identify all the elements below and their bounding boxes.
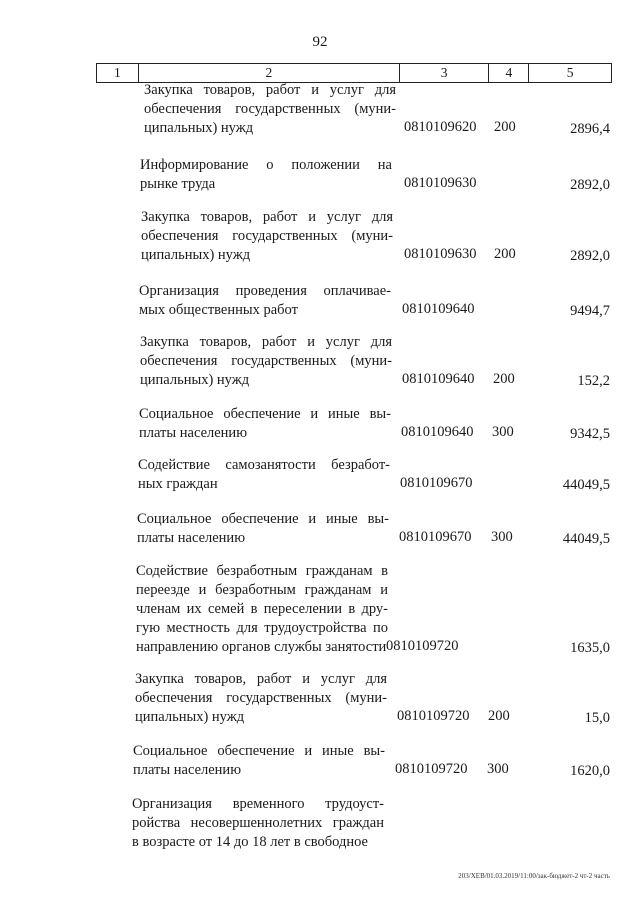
description-line: рынке труда [140,176,216,192]
row-expense-type: 200 [488,708,510,724]
page-number: 92 [312,34,328,50]
row-code: 0810109630 [404,246,477,262]
description-line: ципальных) нужд [135,709,245,725]
row-amount: 2892,0 [570,248,610,264]
row-amount: 44049,5 [562,531,610,547]
row-amount: 44049,5 [562,477,610,493]
description-line: гую местность для трудоустройства по [136,620,388,636]
row-description [140,156,392,194]
description-line: платы населению [137,530,246,546]
description-line: Организация проведения оплачивае- [139,283,391,299]
row-expense-type: 200 [493,371,515,387]
row-description [139,282,391,320]
description-line: обеспечения государственных (муни- [141,228,393,244]
row-code: 0810109720 [395,761,468,777]
row-description [144,81,396,138]
description-line: в возрасте от 14 до 18 лет в свободное [132,834,368,850]
description-line: Закупка товаров, работ и услуг для [144,82,396,98]
description-line: Социальное обеспечение и иные вы- [137,511,389,527]
row-amount: 9494,7 [570,303,610,319]
row-code: 0810109640 [401,424,474,440]
footer-stamp: 203/ХЕВ/01.03.2019/11:00/зак-бюджет-2 чт-2 часть [458,872,610,880]
row-description [135,670,387,727]
row-code: 0810109630 [404,175,477,191]
header-col-2: 2 [139,64,400,82]
row-expense-type: 300 [492,424,514,440]
header-col-3: 3 [400,64,490,82]
description-line: ципальных) нужд [144,120,254,136]
table-header [96,63,612,83]
description-line: Социальное обеспечение и иные вы- [139,406,391,422]
row-code: 0810109670 [399,529,472,545]
description-line: переезде и безработным гражданам и [136,582,388,598]
row-description [138,456,390,494]
description-line: обеспечения государственных (муни- [140,353,392,369]
row-expense-type: 200 [494,246,516,262]
description-line: Содействие безработным гражданам в [136,563,388,579]
description-line: Социальное обеспечение и иные вы- [133,743,385,759]
description-line: Закупка товаров, работ и услуг для [140,334,392,350]
description-line: Содействие самозанятости безработ- [138,457,390,473]
description-line: направлению органов службы занятости [136,639,387,655]
row-code: 0810109620 [404,119,477,135]
row-amount: 1620,0 [570,763,610,779]
row-amount: 152,2 [577,373,610,389]
description-line: ципальных) нужд [140,372,250,388]
row-amount: 15,0 [584,710,610,726]
description-line: мых общественных работ [139,302,298,318]
row-description [140,333,392,390]
description-line: ных граждан [138,476,218,492]
description-line: платы населению [139,425,248,441]
row-code: 0810109640 [402,371,475,387]
row-code: 0810109640 [402,301,475,317]
description-line: платы населению [133,762,242,778]
description-line: обеспечения государственных (муни- [135,690,387,706]
row-expense-type: 300 [491,529,513,545]
row-amount: 1635,0 [570,640,610,656]
description-line: Закупка товаров, работ и услуг для [135,671,387,687]
row-description [137,510,389,548]
row-description [133,742,385,780]
description-line: Закупка товаров, работ и услуг для [141,209,393,225]
row-code: 0810109670 [400,475,473,491]
row-expense-type: 300 [487,761,509,777]
header-col-1: 1 [97,64,139,82]
row-description [141,208,393,265]
row-amount: 9342,5 [570,426,610,442]
header-col-5: 5 [566,65,574,80]
row-amount: 2896,4 [570,121,610,137]
row-code: 0810109720 [397,708,470,724]
row-code: 0810109720 [386,638,459,654]
description-line: членам их семей в переселении в дру- [136,601,388,617]
row-description [139,405,391,443]
description-line: Организация временного трудоуст- [132,796,384,812]
row-description [136,562,388,657]
row-expense-type: 200 [494,119,516,135]
row-description [132,795,384,852]
row-amount: 2892,0 [570,177,610,193]
header-col-4: 4 [489,64,529,82]
description-line: ципальных) нужд [141,247,251,263]
description-line: обеспечения государственных (муни- [144,101,396,117]
description-line: Информирование о положении на [140,157,392,173]
description-line: ройства несовершеннолетних граждан [132,815,384,831]
